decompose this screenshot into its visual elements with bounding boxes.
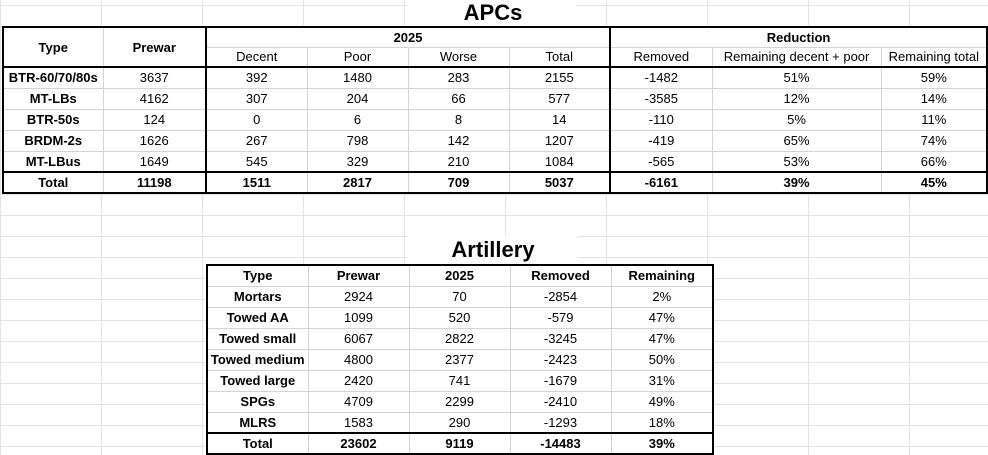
cell-removed[interactable]: -2423 [510, 349, 611, 370]
cell-remaining[interactable]: 31% [611, 370, 713, 391]
cell-remaining-decent-poor[interactable]: 53% [712, 151, 881, 172]
artillery-table [206, 264, 714, 455]
cell-decent[interactable]: 0 [206, 109, 307, 130]
cell-total[interactable]: 5037 [509, 172, 610, 193]
cell-poor[interactable]: 6 [307, 109, 408, 130]
cell-removed[interactable]: -6161 [610, 172, 712, 193]
cell-type[interactable]: MT-LBs [3, 88, 103, 109]
cell-remaining-total[interactable]: 11% [881, 109, 987, 130]
group-header-reduction[interactable]: Reduction [610, 27, 987, 47]
cell-prewar[interactable]: 4709 [308, 391, 409, 412]
cell-worse[interactable]: 283 [408, 67, 509, 88]
table-row [207, 307, 713, 328]
cell-decent[interactable]: 307 [206, 88, 307, 109]
cell-removed[interactable]: -2854 [510, 286, 611, 307]
table-row [207, 391, 713, 412]
col-header-worse[interactable]: Worse [408, 47, 509, 67]
cell-remaining-total[interactable]: 59% [881, 67, 987, 88]
group-header-2025[interactable]: 2025 [206, 27, 610, 47]
cell-decent[interactable]: 545 [206, 151, 307, 172]
cell-prewar[interactable]: 3637 [103, 67, 206, 88]
cell-prewar[interactable]: 1583 [308, 412, 409, 433]
cell-total[interactable]: 14 [509, 109, 610, 130]
cell-remaining[interactable]: 47% [611, 307, 713, 328]
table-row [207, 349, 713, 370]
cell-type[interactable]: SPGs [207, 391, 308, 412]
cell-worse[interactable]: 142 [408, 130, 509, 151]
cell-remaining[interactable]: 47% [611, 328, 713, 349]
cell-remaining[interactable]: 50% [611, 349, 713, 370]
cell-remaining-decent-poor[interactable]: 12% [712, 88, 881, 109]
cell-type[interactable]: Towed small [207, 328, 308, 349]
artillery-header-row [207, 265, 713, 286]
cell-remaining-decent-poor[interactable]: 65% [712, 130, 881, 151]
cell-type[interactable]: BTR-50s [3, 109, 103, 130]
table-row [3, 130, 987, 151]
cell-type[interactable]: MLRS [207, 412, 308, 433]
cell-worse[interactable]: 210 [408, 151, 509, 172]
cell-removed[interactable]: -110 [610, 109, 712, 130]
col-header-total[interactable]: Total [509, 47, 610, 67]
table-row [207, 412, 713, 433]
cell-remaining-total[interactable]: 14% [881, 88, 987, 109]
cell-type[interactable]: Total [207, 433, 308, 454]
table-row [207, 328, 713, 349]
col-header-remaining[interactable]: Remaining [611, 265, 713, 286]
cell-removed[interactable]: -3245 [510, 328, 611, 349]
table-row [3, 67, 987, 88]
cell-type[interactable]: BRDM-2s [3, 130, 103, 151]
col-header-removed[interactable]: Removed [610, 47, 712, 67]
cell-remaining[interactable]: 18% [611, 412, 713, 433]
cell-prewar[interactable]: 4162 [103, 88, 206, 109]
cell-remaining-decent-poor[interactable]: 5% [712, 109, 881, 130]
col-header-remaining-decent-poor[interactable]: Remaining decent + poor [712, 47, 881, 67]
cell-decent[interactable]: 392 [206, 67, 307, 88]
cell-2025[interactable]: 741 [409, 370, 510, 391]
cell-prewar[interactable]: 2924 [308, 286, 409, 307]
cell-total[interactable]: 1207 [509, 130, 610, 151]
cell-worse[interactable]: 709 [408, 172, 509, 193]
cell-removed[interactable]: -419 [610, 130, 712, 151]
cell-type[interactable]: Towed large [207, 370, 308, 391]
col-header-type[interactable]: Type [207, 265, 308, 286]
cell-total[interactable]: 2155 [509, 67, 610, 88]
cell-prewar[interactable]: 6067 [308, 328, 409, 349]
cell-2025[interactable]: 2377 [409, 349, 510, 370]
cell-poor[interactable]: 798 [307, 130, 408, 151]
table-row [3, 88, 987, 109]
cell-remaining[interactable]: 39% [611, 433, 713, 454]
cell-type[interactable]: BTR-60/70/80s [3, 67, 103, 88]
cell-2025[interactable]: 290 [409, 412, 510, 433]
cell-type[interactable]: Mortars [207, 286, 308, 307]
cell-prewar[interactable]: 4800 [308, 349, 409, 370]
col-header-decent[interactable]: Decent [206, 47, 307, 67]
cell-2025[interactable]: 9119 [409, 433, 510, 454]
cell-remaining-decent-poor[interactable]: 51% [712, 67, 881, 88]
col-header-prewar[interactable]: Prewar [308, 265, 409, 286]
cell-removed[interactable]: -1482 [610, 67, 712, 88]
cell-remaining-total[interactable]: 66% [881, 151, 987, 172]
cell-prewar[interactable]: 1626 [103, 130, 206, 151]
cell-remaining[interactable]: 49% [611, 391, 713, 412]
cell-remaining-decent-poor[interactable]: 39% [712, 172, 881, 193]
cell-remaining[interactable]: 2% [611, 286, 713, 307]
col-header-removed[interactable]: Removed [510, 265, 611, 286]
cell-prewar[interactable]: 2420 [308, 370, 409, 391]
table-row [3, 151, 987, 172]
cell-decent[interactable]: 267 [206, 130, 307, 151]
total-row [207, 433, 713, 454]
cell-type[interactable]: Towed medium [207, 349, 308, 370]
cell-removed[interactable]: -1679 [510, 370, 611, 391]
cell-total[interactable]: 577 [509, 88, 610, 109]
col-header-type[interactable]: Type [3, 27, 103, 67]
cell-type[interactable]: Towed AA [207, 307, 308, 328]
cell-worse[interactable]: 8 [408, 109, 509, 130]
cell-removed[interactable]: -579 [510, 307, 611, 328]
cell-prewar[interactable]: 11198 [103, 172, 206, 193]
cell-type[interactable]: Total [3, 172, 103, 193]
cell-prewar[interactable]: 124 [103, 109, 206, 130]
cell-removed[interactable]: -565 [610, 151, 712, 172]
cell-2025[interactable]: 2299 [409, 391, 510, 412]
cell-prewar[interactable]: 23602 [308, 433, 409, 454]
col-header-poor[interactable]: Poor [307, 47, 408, 67]
cell-2025[interactable]: 70 [409, 286, 510, 307]
table-row [3, 109, 987, 130]
cell-poor[interactable]: 204 [307, 88, 408, 109]
cell-type[interactable]: MT-LBus [3, 151, 103, 172]
cell-decent[interactable]: 1511 [206, 172, 307, 193]
cell-removed[interactable]: -3585 [610, 88, 712, 109]
cell-poor[interactable]: 2817 [307, 172, 408, 193]
cell-worse[interactable]: 66 [408, 88, 509, 109]
artillery-title: Artillery [408, 236, 578, 263]
table-row [207, 370, 713, 391]
cell-remaining-total[interactable]: 45% [881, 172, 987, 193]
apcs-table [2, 26, 988, 194]
cell-poor[interactable]: 329 [307, 151, 408, 172]
cell-prewar[interactable]: 1649 [103, 151, 206, 172]
cell-remaining-total[interactable]: 74% [881, 130, 987, 151]
apcs-header-row-1 [3, 27, 987, 47]
cell-2025[interactable]: 520 [409, 307, 510, 328]
cell-poor[interactable]: 1480 [307, 67, 408, 88]
apcs-title: APCs [408, 0, 578, 26]
cell-prewar[interactable]: 1099 [308, 307, 409, 328]
col-header-2025[interactable]: 2025 [409, 265, 510, 286]
col-header-remaining-total[interactable]: Remaining total [881, 47, 987, 67]
cell-2025[interactable]: 2822 [409, 328, 510, 349]
table-row [207, 286, 713, 307]
total-row [3, 172, 987, 193]
col-header-prewar[interactable]: Prewar [103, 27, 206, 67]
cell-removed[interactable]: -14483 [510, 433, 611, 454]
cell-removed[interactable]: -2410 [510, 391, 611, 412]
cell-total[interactable]: 1084 [509, 151, 610, 172]
cell-removed[interactable]: -1293 [510, 412, 611, 433]
